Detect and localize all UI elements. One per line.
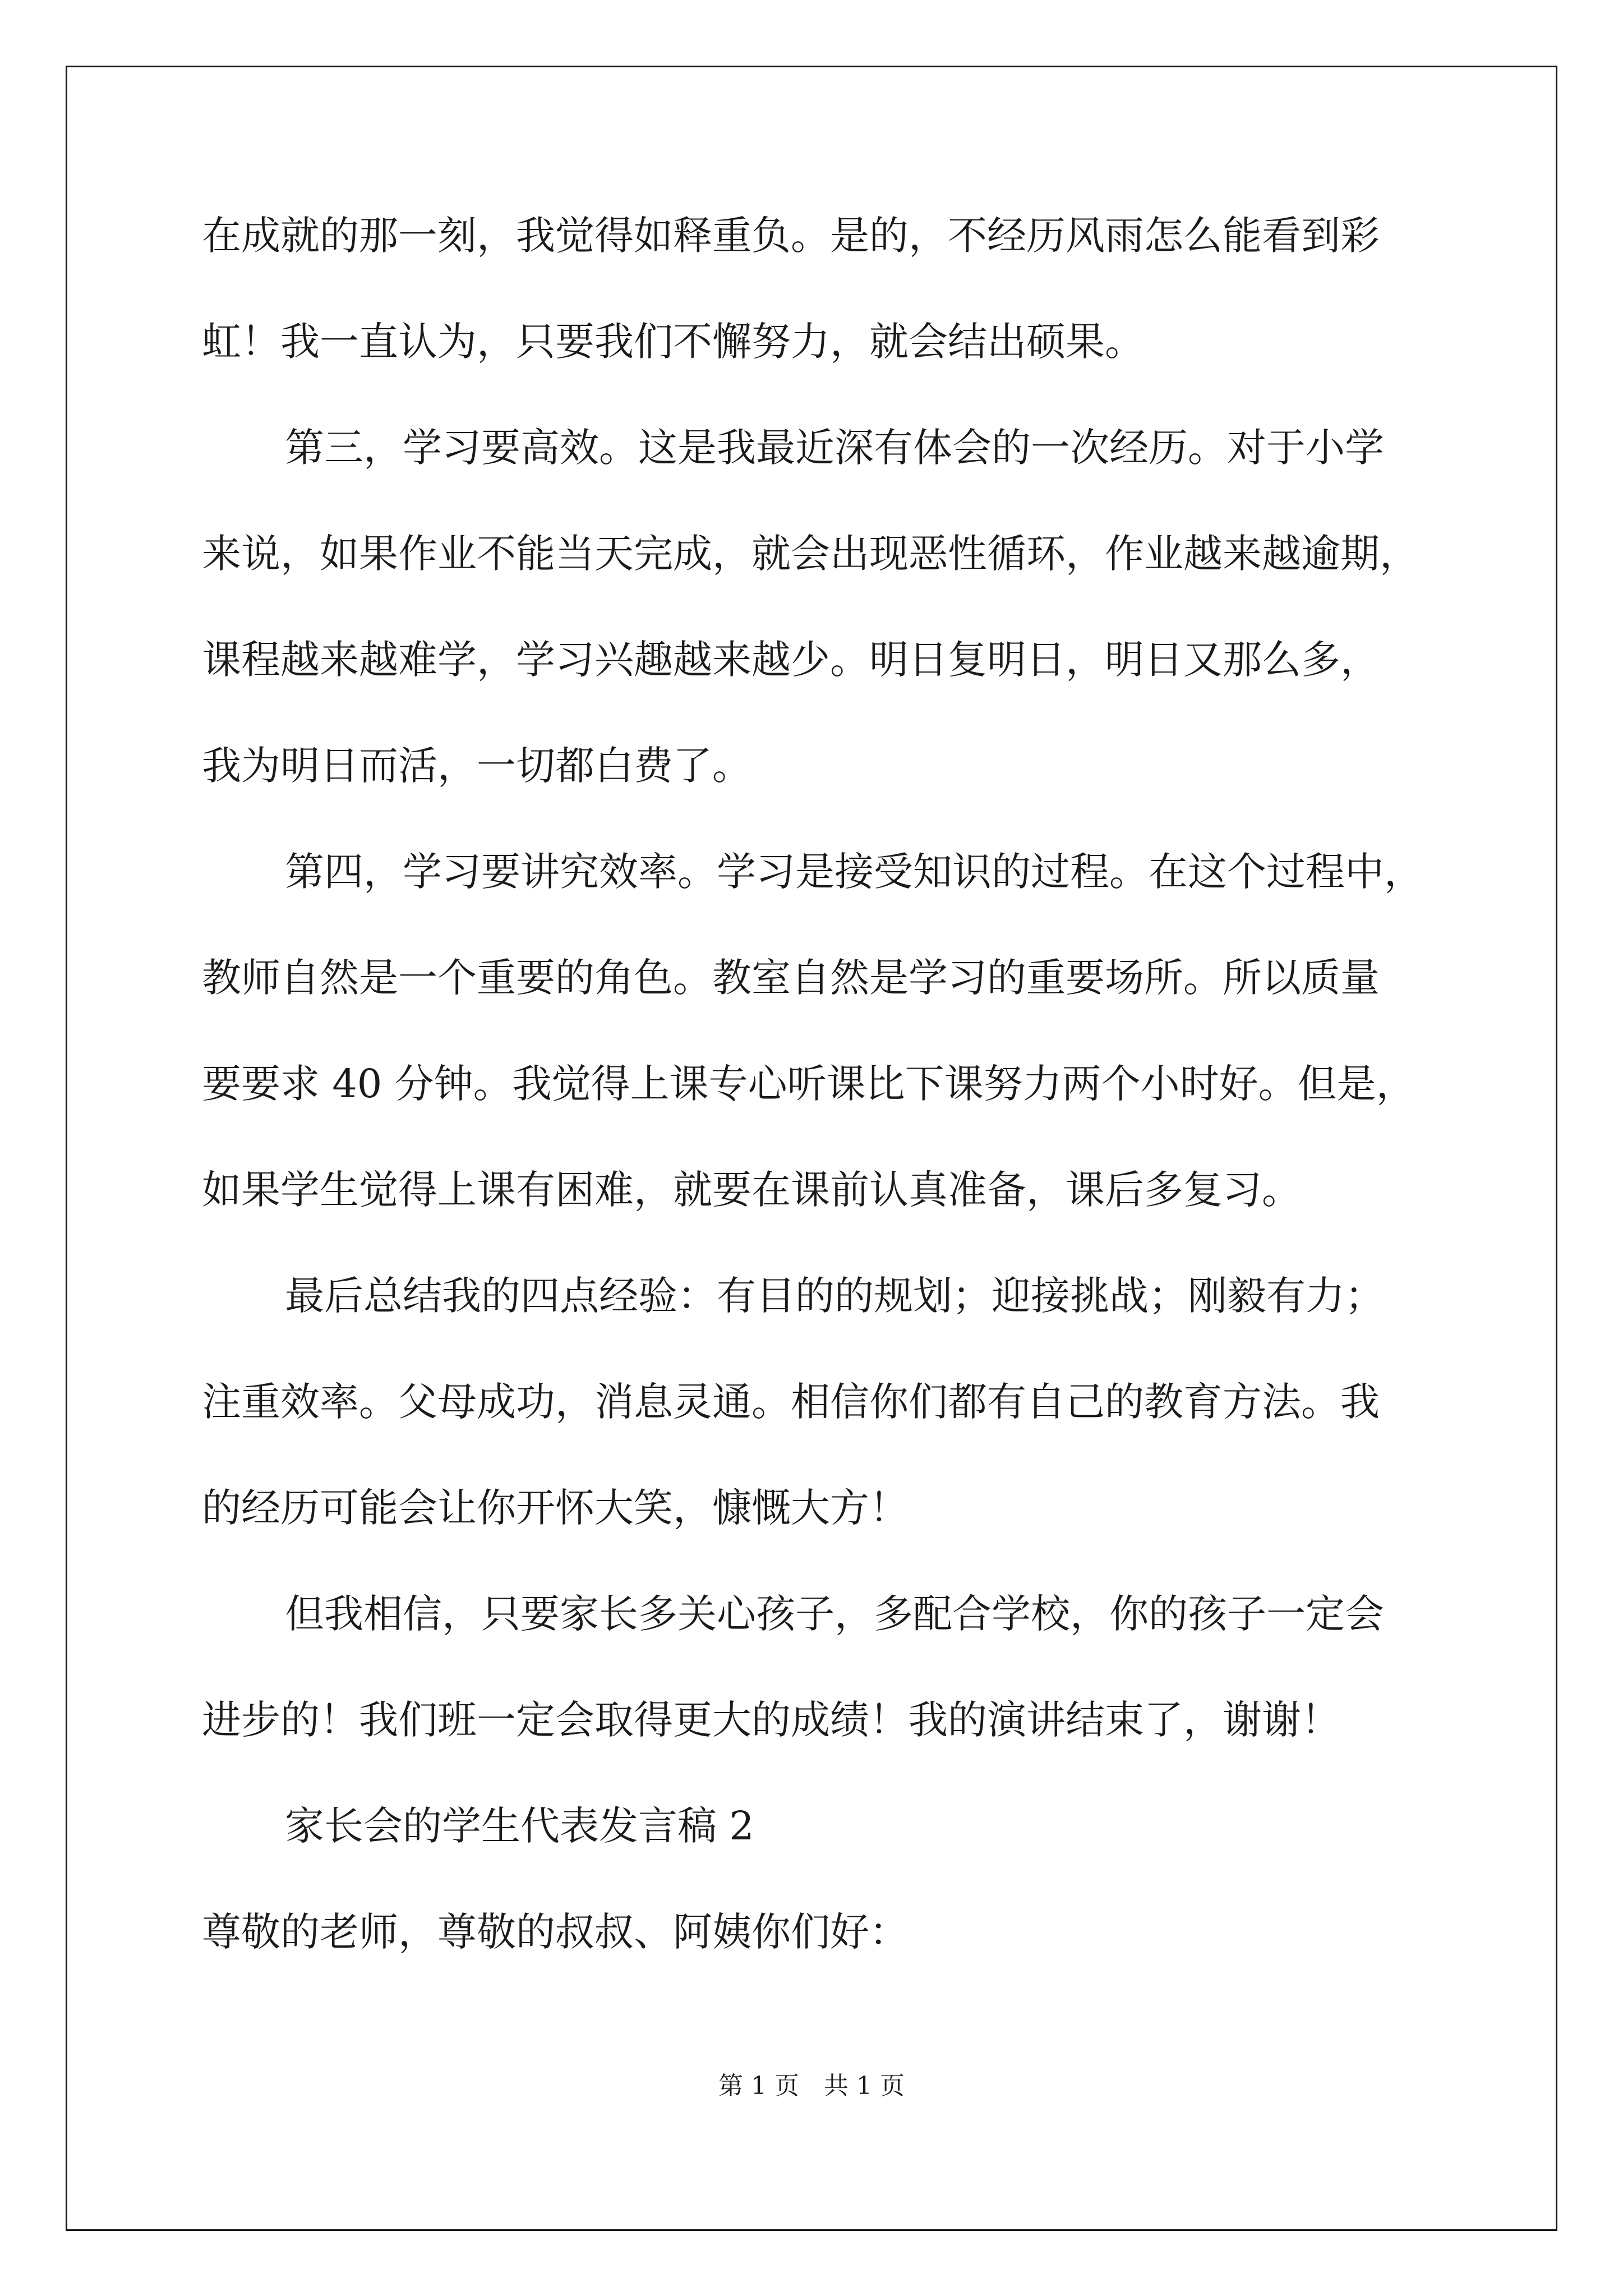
text-line: 来说，如果作业不能当天完成，就会出现恶性循环，作业越来越逾期， xyxy=(202,531,1419,577)
paragraph-start-line: 第三，学习要高效。这是我最近深有体会的一次经历。对于小学 xyxy=(285,425,1384,471)
text-line: 虹！我一直认为，只要我们不懈努力，就会结出硕果。 xyxy=(202,319,1144,365)
paragraph-start-line: 最后总结我的四点经验：有目的的规划；迎接挑战；刚毅有力； xyxy=(285,1273,1384,1319)
text-line: 教师自然是一个重要的角色。教室自然是学习的重要场所。所以质量 xyxy=(202,955,1380,1001)
text-line: 的经历可能会让你开怀大笑，慷慨大方！ xyxy=(202,1485,909,1531)
paragraph-start-line: 但我相信，只要家长多关心孩子，多配合学校，你的孩子一定会 xyxy=(285,1591,1384,1637)
text-line: 课程越来越难学，学习兴趣越来越少。明日复明日，明日又那么多， xyxy=(202,637,1380,683)
text-line: 我为明日而活，一切都白费了。 xyxy=(202,743,751,789)
salutation-line: 尊敬的老师，尊敬的叔叔、阿姨你们好： xyxy=(202,1909,909,1955)
text-line: 如果学生觉得上课有困难，就要在课前认真准备，课后多复习。 xyxy=(202,1167,1301,1213)
text-line: 进步的！我们班一定会取得更大的成绩！我的演讲结束了，谢谢！ xyxy=(202,1697,1340,1743)
section-title: 家长会的学生代表发言稿 2 xyxy=(285,1803,754,1849)
text-line: 注重效率。父母成功，消息灵通。相信你们都有自己的教育方法。我 xyxy=(202,1379,1380,1425)
document-body xyxy=(202,202,1453,2004)
page-number-footer: 第 1 页 共 1 页 xyxy=(718,2072,905,2100)
text-line: 在成就的那一刻，我觉得如释重负。是的，不经历风雨怎么能看到彩 xyxy=(202,213,1380,259)
text-line: 要要求 40 分钟。我觉得上课专心听课比下课努力两个小时好。但是， xyxy=(202,1061,1415,1107)
paragraph-start-line: 第四，学习要讲究效率。学习是接受知识的过程。在这个过程中， xyxy=(285,849,1423,895)
